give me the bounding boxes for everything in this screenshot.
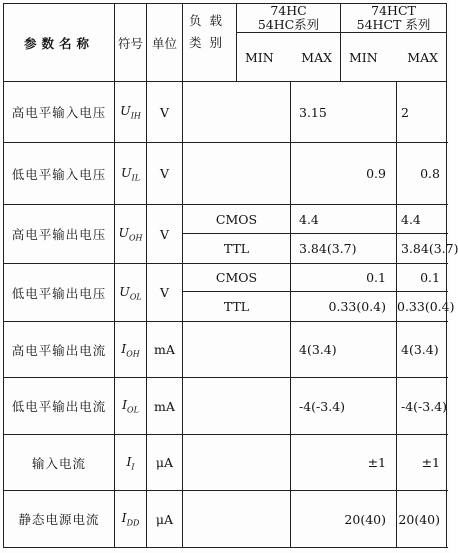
load-type bbox=[183, 143, 291, 205]
hct-value: 0.1 bbox=[397, 264, 447, 292]
symbol: $U_{IL}$ bbox=[115, 143, 147, 205]
unit: V bbox=[147, 205, 183, 264]
hct-value: 20(40) bbox=[397, 491, 447, 548]
load-type: CMOS bbox=[183, 205, 291, 234]
symbol: $U_{OL}$ bbox=[115, 264, 147, 322]
symbol-header: 符号 bbox=[115, 4, 147, 82]
table-row bbox=[4, 378, 447, 435]
unit: V bbox=[147, 82, 183, 143]
load-type: TTL bbox=[183, 292, 291, 322]
table-row bbox=[4, 82, 447, 143]
hct-value: ±1 bbox=[397, 435, 447, 491]
hct-series-line2: 54HCT 系列 bbox=[356, 17, 431, 32]
symbol: $I_{DD}$ bbox=[115, 491, 147, 548]
table-row bbox=[4, 264, 447, 292]
hc-value: -4(-3.4) bbox=[291, 378, 397, 435]
hct-value: 0.8 bbox=[397, 143, 447, 205]
param-name: 低电平输入电压 bbox=[4, 143, 115, 205]
spec-table bbox=[3, 3, 458, 548]
hct-value: 3.84(3.7) bbox=[397, 234, 447, 264]
hct-max-label: MAX bbox=[407, 49, 438, 65]
hc-value: 4.4 bbox=[291, 205, 397, 234]
hc-value: 3.84(3.7) bbox=[291, 234, 397, 264]
param-name: 高电平输出电流 bbox=[4, 322, 115, 378]
param-name-header: 参数名称 bbox=[4, 4, 115, 82]
hct-value: -4(-3.4) bbox=[397, 378, 447, 435]
hc-series-header bbox=[237, 4, 341, 33]
symbol: $I_I$ bbox=[115, 435, 147, 491]
param-name: 低电平输出电压 bbox=[4, 264, 115, 322]
load-type bbox=[183, 491, 291, 548]
symbol: $U_{IH}$ bbox=[115, 82, 147, 143]
param-name: 输入电流 bbox=[4, 435, 115, 491]
load-header-line1: 负载 bbox=[188, 13, 230, 28]
table-row bbox=[4, 322, 447, 378]
table-row bbox=[4, 435, 447, 491]
table-row bbox=[4, 205, 447, 234]
load-type: CMOS bbox=[183, 264, 291, 292]
symbol: $I_{OH}$ bbox=[115, 322, 147, 378]
hc-minmax-header bbox=[237, 33, 341, 82]
hct-series-header bbox=[341, 4, 447, 33]
load-type-header bbox=[183, 4, 237, 82]
symbol: $I_{OL}$ bbox=[115, 378, 147, 435]
hc-value: ±1 bbox=[291, 435, 397, 491]
hc-value: 20(40) bbox=[291, 491, 397, 548]
param-name: 静态电源电流 bbox=[4, 491, 115, 548]
hc-series-line2: 54HC系列 bbox=[257, 17, 320, 32]
hc-value: 4(3.4) bbox=[291, 322, 397, 378]
hc-value: 3.15 bbox=[291, 82, 397, 143]
load-type: TTL bbox=[183, 234, 291, 264]
unit: V bbox=[147, 264, 183, 322]
load-type bbox=[183, 435, 291, 491]
hct-value: 0.33(0.4) bbox=[397, 292, 447, 322]
table-row bbox=[4, 491, 447, 548]
hct-value: 4(3.4) bbox=[397, 322, 447, 378]
param-name: 低电平输出电流 bbox=[4, 378, 115, 435]
load-type bbox=[183, 322, 291, 378]
hct-series-line1: 74HCT bbox=[371, 3, 416, 18]
hc-value: 0.33(0.4) bbox=[291, 292, 397, 322]
load-type bbox=[183, 378, 291, 435]
hct-minmax-header bbox=[341, 33, 447, 82]
hct-min-label: MIN bbox=[349, 49, 378, 65]
hc-series-line1: 74HC bbox=[270, 3, 307, 18]
unit: μA bbox=[147, 435, 183, 491]
param-name: 高电平输入电压 bbox=[4, 82, 115, 143]
header-row bbox=[4, 4, 447, 33]
unit-header: 单位 bbox=[147, 4, 183, 82]
load-type bbox=[183, 82, 291, 143]
hc-value: 0.1 bbox=[291, 264, 397, 292]
table-row bbox=[4, 143, 447, 205]
hct-value: 2 bbox=[397, 82, 447, 143]
hct-value: 4.4 bbox=[397, 205, 447, 234]
load-header-line2: 类别 bbox=[188, 35, 230, 50]
hc-min-label: MIN bbox=[245, 49, 274, 65]
unit: μA bbox=[147, 491, 183, 548]
unit: mA bbox=[147, 322, 183, 378]
hc-value: 0.9 bbox=[291, 143, 397, 205]
hc-max-label: MAX bbox=[301, 49, 332, 65]
unit: V bbox=[147, 143, 183, 205]
symbol: $U_{OH}$ bbox=[115, 205, 147, 264]
unit: mA bbox=[147, 378, 183, 435]
param-name: 高电平输出电压 bbox=[4, 205, 115, 264]
